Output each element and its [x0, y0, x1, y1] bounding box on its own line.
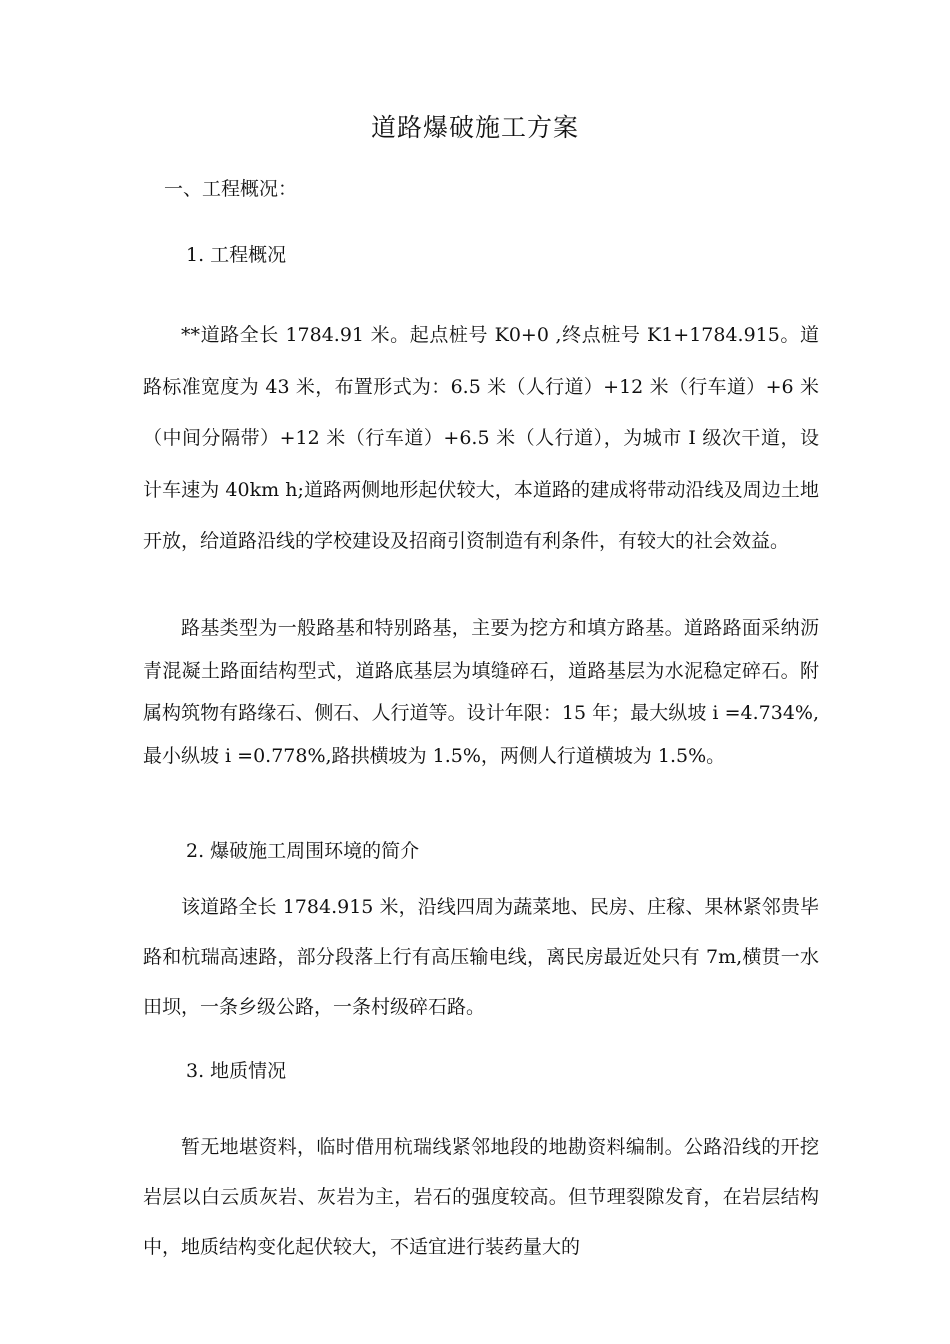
paragraph-road-description: **道路全长 1784.91 米。起点桩号 K0+0 ,终点桩号 K1+1784.915。道路标准宽度为 43 米，布置形式为：6.5 米（人行道）+12 米（行车道）+6 米（中间分隔带）+12 米（行车道）+6.5 米（人行道），为城市 I 级次干道，设计车速为 40km h;道路两侧地形起伏较大，本道路的建成将带动沿线及周边土地开放，给道路沿线的学校建设及招商引资制造有利条件，有较大的社会效益。: [143, 324, 819, 552]
subsection-heading-project-overview: 1. 工程概况: [186, 244, 287, 266]
paragraph-environment: 该道路全长 1784.915 米，沿线四周为蔬菜地、民房、庄稼、果林紧邻贵毕路和杭瑞高速路，部分段落上行有高压输电线，离民房最近处只有 7m,横贯一水田坝，一条乡级公路，一条村级碎石路。: [143, 896, 819, 1018]
subsection-heading-geology: 3. 地质情况: [186, 1060, 287, 1082]
paragraph-roadbed-description: 路基类型为一般路基和特别路基，主要为挖方和填方路基。道路路面采纳沥青混凝土路面结构型式，道路底基层为填缝碎石，道路基层为水泥稳定碎石。附属构筑物有路缘石、侧石、人行道等。设计年限：15 年；最大纵坡 i =4.734%,最小纵坡 i =0.778%,路拱横坡为 1.5%，两侧人行道横坡为 1.5%。: [143, 617, 819, 767]
subsection-heading-environment: 2. 爆破施工周围环境的简介: [186, 840, 420, 862]
paragraph-geology: 暂无地堪资料，临时借用杭瑞线紧邻地段的地勘资料编制。公路沿线的开挖岩层以白云质灰岩、灰岩为主，岩石的强度较高。但节理裂隙发育，在岩层结构中，地质结构变化起伏较大，不适宜进行装药量大的: [143, 1136, 819, 1258]
document-title: 道路爆破施工方案: [370, 113, 579, 142]
section-heading-project-overview: 一、工程概况：: [164, 178, 298, 200]
